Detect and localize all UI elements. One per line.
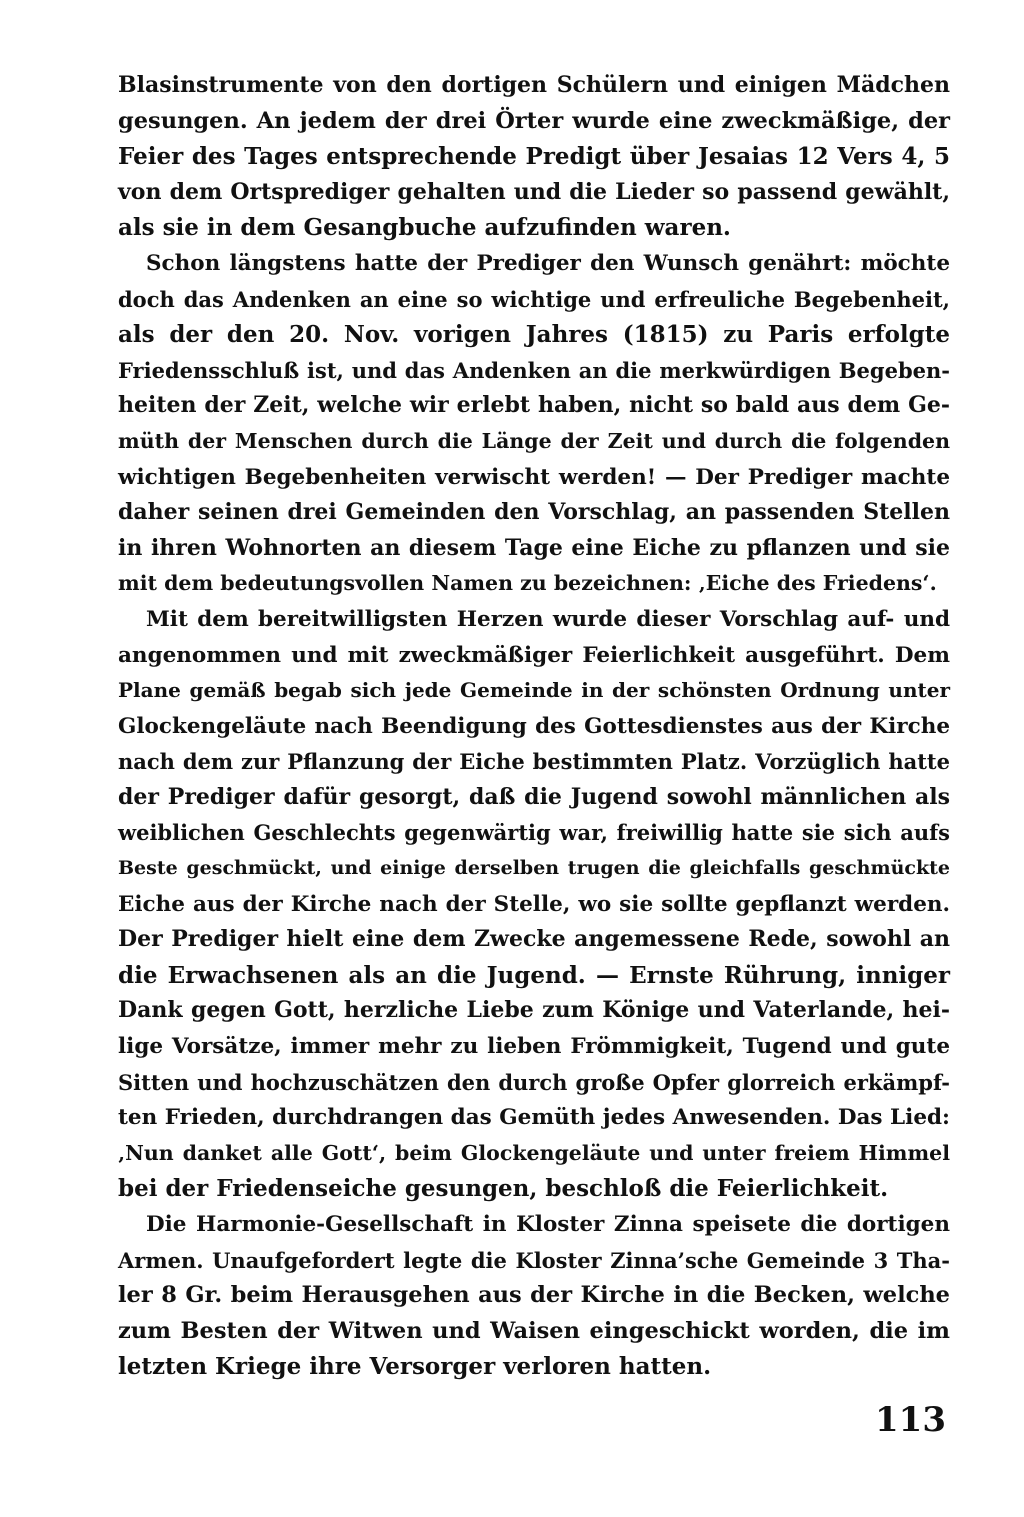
paragraph-2 (118, 246, 950, 602)
text-line: von dem Ortsprediger gehalten und die Lieder so passend gewählt, (118, 178, 950, 205)
text-line: angenommen und mit zweckmäßiger Feierlichkeit ausgeführt. Dem (118, 642, 950, 668)
text-line: letzten Kriege ihre Versorger verloren hatten. (118, 1353, 712, 1381)
text-line: Der Prediger hielt eine dem Zwecke angemessene Rede, sowohl an (118, 926, 950, 953)
text-line: müth der Menschen durch die Länge der Zeit und durch die folgenden (118, 428, 950, 453)
text-line: als der den 20. Nov. vorigen Jahres (1815) zu Paris erfolgte (118, 321, 950, 349)
text-line: Mit dem bereitwilligsten Herzen wurde dieser Vorschlag auf- und (146, 606, 950, 632)
text-line: gesungen. An jedem der drei Örter wurde eine zweckmäßige, der (118, 107, 950, 134)
text-line: als sie in dem Gesangbuche aufzufinden waren. (118, 214, 731, 242)
text-line: Schon längstens hatte der Prediger den Wunsch genährt: möchte (146, 250, 950, 276)
text-line: Feier des Tages entsprechende Predigt über Jesaias 12 Vers 4, 5 (118, 143, 950, 171)
text-line: bei der Friedenseiche gesungen, beschloß die Feierlichkeit. (118, 1175, 889, 1203)
text-line: doch das Andenken an eine so wichtige und erfreuliche Begebenheit, (118, 286, 950, 312)
text-line: Blasinstrumente von den dortigen Schülern und einigen Mädchen (118, 72, 950, 98)
text-line: weiblichen Geschlechts gegenwärtig war, freiwillig hatte sie sich aufs (118, 820, 950, 846)
text-line: Friedensschluß ist, und das Andenken an die merkwürdigen Begeben- (118, 357, 950, 383)
text-line: lige Vorsätze, immer mehr zu lieben Frömmigkeit, Tugend und gute (118, 1034, 950, 1060)
paragraph-3 (118, 602, 950, 1207)
text-line: ler 8 Gr. beim Herausgehen aus der Kirche in die Becken, welche (118, 1282, 950, 1309)
text-line: Sitten und hochzuschätzen den durch große Opfer glorreich erkämpf- (118, 1069, 950, 1095)
text-line: wichtigen Begebenheiten verwischt werden! — Der Prediger machte (118, 464, 950, 490)
paragraph-4 (118, 1207, 950, 1385)
text-line: mit dem bedeutungsvollen Namen zu bezeichnen: ‚Eiche des Friedens‘. (118, 571, 937, 596)
text-line: nach dem zur Pflanzung der Eiche bestimmten Platz. Vorzüglich hatte (118, 749, 950, 775)
page-number: 113 (875, 1400, 946, 1440)
text-line: Dank gegen Gott, herzliche Liebe zum Könige und Vaterlande, hei- (118, 997, 950, 1024)
text-line: Glockengeläute nach Beendigung des Gottesdienstes aus der Kirche (118, 713, 950, 739)
text-line: Beste geschmückt, und einige derselben trugen die gleichfalls geschmückte (118, 857, 950, 880)
text-line: ten Frieden, durchdrangen das Gemüth jedes Anwesenden. Das Lied: (118, 1105, 950, 1131)
paragraph-1 (118, 68, 950, 246)
text-line: Eiche aus der Kirche nach der Stelle, wo sie sollte gepflanzt werden. (118, 891, 950, 917)
text-line: der Prediger dafür gesorgt, daß die Jugend sowohl männlichen als (118, 783, 950, 810)
text-line: Armen. Unaufgefordert legte die Kloster Zinna’sche Gemeinde 3 Tha- (118, 1247, 950, 1273)
text-line: heiten der Zeit, welche wir erlebt haben, nicht so bald aus dem Ge- (118, 392, 950, 419)
text-line: in ihren Wohnorten an diesem Tage eine Eiche zu pflanzen und sie (118, 534, 950, 561)
text-line: ‚Nun danket alle Gott‘, beim Glockengeläute und unter freiem Himmel (118, 1140, 950, 1165)
text-line: die Erwachsenen als an die Jugend. — Ernste Rührung, inniger (118, 961, 950, 989)
text-line: zum Besten der Witwen und Waisen eingeschickt worden, die im (118, 1317, 950, 1344)
text-line: Plane gemäß begab sich jede Gemeinde in der schönsten Ordnung unter (118, 678, 950, 703)
text-line: Die Harmonie-Gesellschaft in Kloster Zinna speisete die dortigen (146, 1212, 950, 1237)
document-page (118, 68, 950, 1385)
text-line: daher seinen drei Gemeinden den Vorschlag, an passenden Stellen (118, 499, 950, 526)
